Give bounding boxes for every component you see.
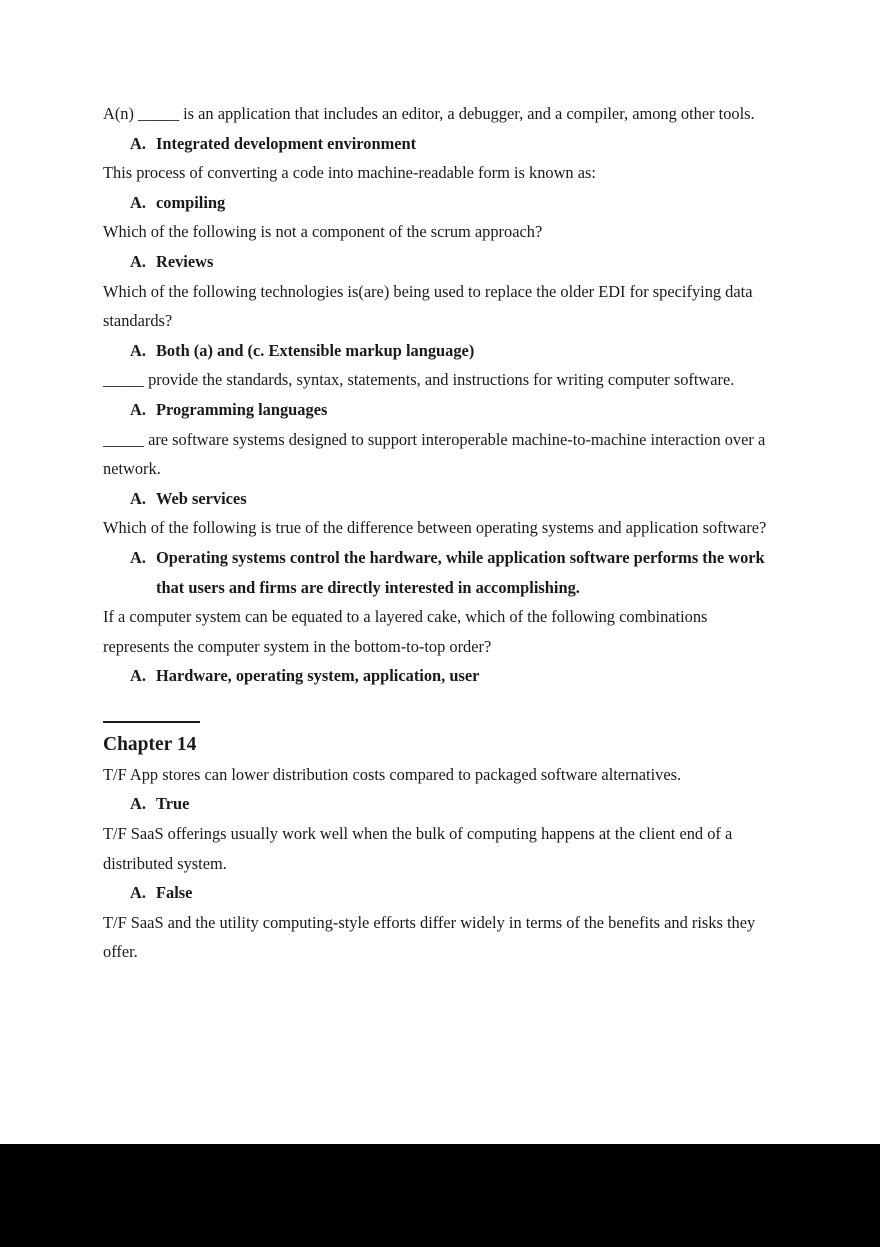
answer-item (103, 247, 775, 277)
answer-text: True (156, 794, 190, 814)
answer-item (103, 543, 775, 602)
bottom-letterbox-bar (0, 1144, 880, 1247)
answer-text: Hardware, operating system, application, user (156, 666, 480, 686)
question-text: A(n) _____ is an application that includes an editor, a debugger, and a compiler, among other tools. (103, 104, 755, 123)
answer-text: compiling (156, 192, 226, 212)
answer-text: Web services (156, 488, 247, 508)
section-divider (103, 721, 200, 723)
answer-item (103, 789, 775, 819)
answer-text: Integrated development environment (156, 133, 417, 153)
answer-marker: A. (130, 399, 146, 419)
question-text: Which of the following is true of the difference between operating systems and application software? (103, 518, 767, 538)
answer-item (103, 188, 775, 218)
answer-marker: A. (130, 251, 146, 271)
answer-text: Operating systems control the hardware, while application software performs the work that users and firms are directly interested in accomplishing. (156, 547, 765, 597)
answer-marker: A. (130, 340, 146, 360)
question-text: T/F SaaS and the utility computing-style efforts differ widely in terms of the benefits and risks they offer. (103, 912, 756, 962)
answer-item (103, 878, 775, 908)
answer-marker: A. (130, 883, 146, 903)
answer-item (103, 129, 775, 159)
question-text: Which of the following technologies is(are) being used to replace the older EDI for specifying data standards? (103, 281, 753, 331)
answer-item (103, 484, 775, 514)
answer-marker: A. (130, 133, 146, 153)
answer-text: Reviews (156, 251, 214, 271)
question-text: _____ are software systems designed to support interoperable machine-to-machine interaction over a network. (103, 429, 766, 479)
answer-text: False (156, 883, 193, 903)
answer-marker: A. (130, 794, 146, 814)
answer-item (103, 661, 775, 691)
answer-marker: A. (130, 488, 146, 508)
answer-marker: A. (130, 192, 146, 212)
question-text: Which of the following is not a component of the scrum approach? (103, 222, 543, 242)
answer-marker: A. (130, 547, 146, 567)
question-text: This process of converting a code into machine-readable form is known as: (103, 163, 596, 183)
answer-text: Both (a) and (c. Extensible markup language) (156, 340, 475, 360)
question-text: T/F SaaS offerings usually work well when the bulk of computing happens at the client end of a distributed system. (103, 824, 733, 873)
answer-text: Programming languages (156, 399, 328, 419)
chapter-heading: Chapter 14 (103, 733, 197, 755)
answer-item (103, 395, 775, 425)
answer-marker: A. (130, 666, 146, 686)
document-body (103, 99, 775, 967)
question-text: If a computer system can be equated to a layered cake, which of the following combinations represents the computer system in the bottom-to-top order? (103, 607, 708, 656)
answer-item (103, 336, 775, 366)
question-text: _____ provide the standards, syntax, statements, and instructions for writing computer software. (103, 370, 735, 390)
question-text: T/F App stores can lower distribution costs compared to packaged software alternatives. (103, 764, 682, 784)
